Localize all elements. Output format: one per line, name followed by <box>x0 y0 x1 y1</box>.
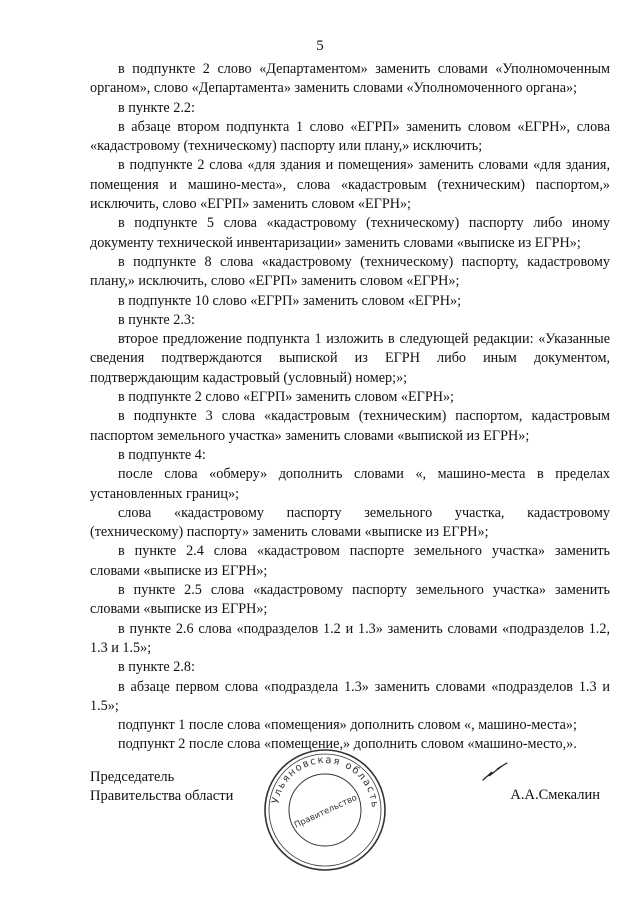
signer-name: А.А.Смекалин <box>510 787 600 803</box>
paragraph: подпункт 2 после слова «помещение,» дополнить словом «машино-место,». <box>118 736 577 753</box>
signature-block <box>90 754 610 880</box>
paragraph: в пункте 2.4 слова «кадастровом паспорте земельного участка» заменить словами «выписке из ЕГРН»; <box>90 543 610 579</box>
paragraph: в подпункте 4: <box>118 446 206 463</box>
paragraph: подпункт 1 после слова «помещения» дополнить словом «, машино-места»; <box>118 717 577 734</box>
paragraph: в абзаце первом слова «подраздела 1.3» заменить словами «подразделов 1.3 и 1.5»; <box>90 678 610 714</box>
paragraph: в подпункте 10 слово «ЕГРП» заменить словом «ЕГРН»; <box>118 292 462 309</box>
paragraph: в подпункте 2 слово «ЕГРП» заменить словом «ЕГРН»; <box>118 389 454 406</box>
paragraph: в подпункте 3 слова «кадастровым (техническим) паспортом, кадастровым паспортом земельного участка» заменить словами «выпиской из ЕГРН»; <box>90 408 610 444</box>
paragraph: в пункте 2.5 слова «кадастровому паспорту земельного участка» заменить словами «выписке из ЕГРН»; <box>90 582 610 618</box>
paragraph: в пункте 2.2: <box>118 99 195 116</box>
paragraph: в подпункте 8 слова «кадастровому (техническому) паспорту, кадастровому плану,» исключить, слово «ЕГРП» заменить словом «ЕГРН»; <box>90 253 610 290</box>
paragraph: в подпункте 2 слова «для здания и помещения» заменить словами «для здания, помещения и машино-места», слова «кадастровым (техническим) паспортом,» исключить, слово «ЕГРП» заменить словом «ЕГРН»; <box>90 157 610 213</box>
signer-title-line1: Председатель <box>90 769 175 785</box>
stamp-center-text: Правительство <box>292 792 359 831</box>
paragraph: в подпункте 5 слова «кадастровому (техническому) паспорту либо иному документу технической инвентаризации» заменить словами «выписке из ЕГРН»; <box>90 215 610 251</box>
paragraph: второе предложение подпункта 1 изложить в следующей редакции: «Указанные сведения подтверждаются выпиской из ЕГРН либо иным документом, подтверждающим кадастровый (условный) номер;»; <box>90 331 610 386</box>
paragraph: в пункте 2.3: <box>118 311 195 328</box>
paragraph: в пункте 2.8: <box>118 659 195 676</box>
page-number: 5 <box>316 38 324 54</box>
paragraph: в абзаце втором подпункта 1 слово «ЕГРП» заменить словом «ЕГРН», слова «кадастровому (техническому) паспорту или плану,» исключить; <box>90 118 610 155</box>
signer-title-line2: Правительства области <box>90 788 234 804</box>
paragraph: слова «кадастровому паспорту земельного участка, кадастровому (техническому) паспорту» заменить словами «выписке из ЕГРН»; <box>90 504 610 541</box>
document-body <box>90 60 610 755</box>
paragraph: в пункте 2.6 слова «подразделов 1.2 и 1.3» заменить словами «подразделов 1.2, 1.3 и 1.5»; <box>90 620 610 656</box>
signer-title <box>90 768 233 806</box>
paragraph: в подпункте 2 слово «Департаментом» заменить словами «Уполномоченным органом», слово «Департамента» заменить словами «Уполномоченного органа»; <box>90 61 610 97</box>
paragraph: после слова «обмеру» дополнить словами «, машино-места в пределах установленных границ»; <box>90 466 610 502</box>
official-stamp-icon <box>260 745 390 875</box>
stamp-ring-text: Ульяновская область <box>270 754 381 810</box>
handwritten-signature-icon <box>480 760 510 784</box>
